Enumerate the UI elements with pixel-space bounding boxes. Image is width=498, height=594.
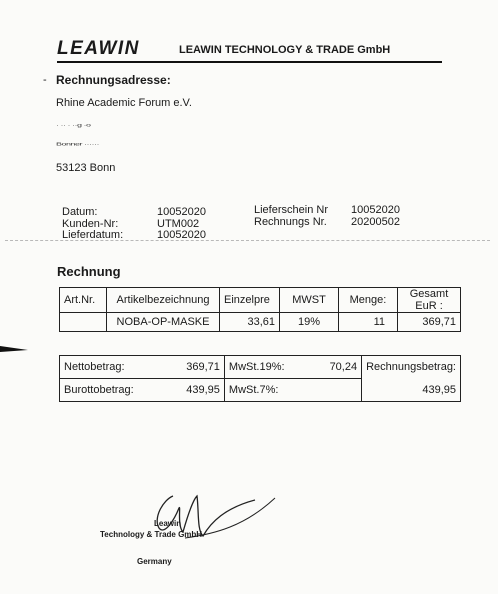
header-artikelbezeichnung: Artikelbezeichnung xyxy=(107,288,220,313)
rechnungsbetrag-value: 439,95 xyxy=(362,379,461,402)
lieferschein-value: 10052020 xyxy=(351,204,400,216)
cell-gesamt: 369,71 xyxy=(398,313,461,332)
lieferdatum-label: Lieferdatum: xyxy=(62,229,124,241)
brutto-value: 439,95 xyxy=(138,379,225,402)
address-city: 53123 Bonn xyxy=(56,162,116,174)
cell-einzelpreis: 33,61 xyxy=(220,313,280,332)
address-line-faded-street: · ·· · ··g ·o xyxy=(56,122,91,128)
datum-label: Datum: xyxy=(62,206,98,218)
lieferschein-label: Lieferschein Nr xyxy=(254,204,328,216)
brutto-label: Burottobetrag: xyxy=(60,379,138,402)
cell-art-nr xyxy=(60,313,107,332)
mwst7-value xyxy=(289,379,362,402)
mwst19-value: 70,24 xyxy=(289,356,362,379)
totals-table xyxy=(59,355,461,402)
invoice-title: Rechnung xyxy=(57,264,121,279)
signature-name-top: Leawin xyxy=(154,519,182,528)
company-name: LEAWIN TECHNOLOGY & TRADE GmbH xyxy=(179,44,391,56)
company-logo: LEAWIN xyxy=(57,38,140,59)
signature-company: Technology & Trade GmbH xyxy=(100,530,203,539)
datum-value: 10052020 xyxy=(157,206,206,218)
items-table-header xyxy=(60,288,461,313)
kunden-nr-value: UTM002 xyxy=(157,218,200,230)
cell-menge: 11 xyxy=(339,313,398,332)
address-line-organization: Rhine Academic Forum e.V. xyxy=(56,97,192,109)
lieferdatum-value: 10052020 xyxy=(157,229,206,241)
items-table xyxy=(59,287,461,332)
scan-mark xyxy=(0,342,30,356)
totals-row-2 xyxy=(60,379,461,402)
rechnungsbetrag-label: Rechnungsbetrag: xyxy=(362,356,461,379)
table-row xyxy=(60,313,461,332)
mwst19-label: MwSt.19%: xyxy=(224,356,288,379)
header-gesamt: Gesamt EuR : xyxy=(398,288,461,313)
cell-mwst: 19% xyxy=(280,313,339,332)
header-einzelpreis: Einzelpre xyxy=(220,288,280,313)
rechnungs-nr-value: 20200502 xyxy=(351,216,400,228)
billing-address-heading: Rechnungsadresse: xyxy=(56,73,171,87)
header-menge: Menge: xyxy=(339,288,398,313)
kunden-nr-label: Kunden-Nr: xyxy=(62,218,119,230)
signature-country: Germany xyxy=(137,557,172,566)
rechnungs-nr-label: Rechnungs Nr. xyxy=(254,216,327,228)
address-line-faded: Bonner ······ xyxy=(56,141,100,147)
netto-value: 369,71 xyxy=(138,356,225,379)
address-bullet: - xyxy=(43,74,47,86)
header-divider xyxy=(57,61,442,63)
totals-row-1 xyxy=(60,356,461,379)
scan-artifact-line xyxy=(5,240,490,241)
header-mwst: MWST xyxy=(280,288,339,313)
header-art-nr: Art.Nr. xyxy=(60,288,107,313)
mwst7-label: MwSt.7%: xyxy=(224,379,288,402)
netto-label: Nettobetrag: xyxy=(60,356,138,379)
cell-artikelbezeichnung: NOBA-OP-MASKE xyxy=(107,313,220,332)
